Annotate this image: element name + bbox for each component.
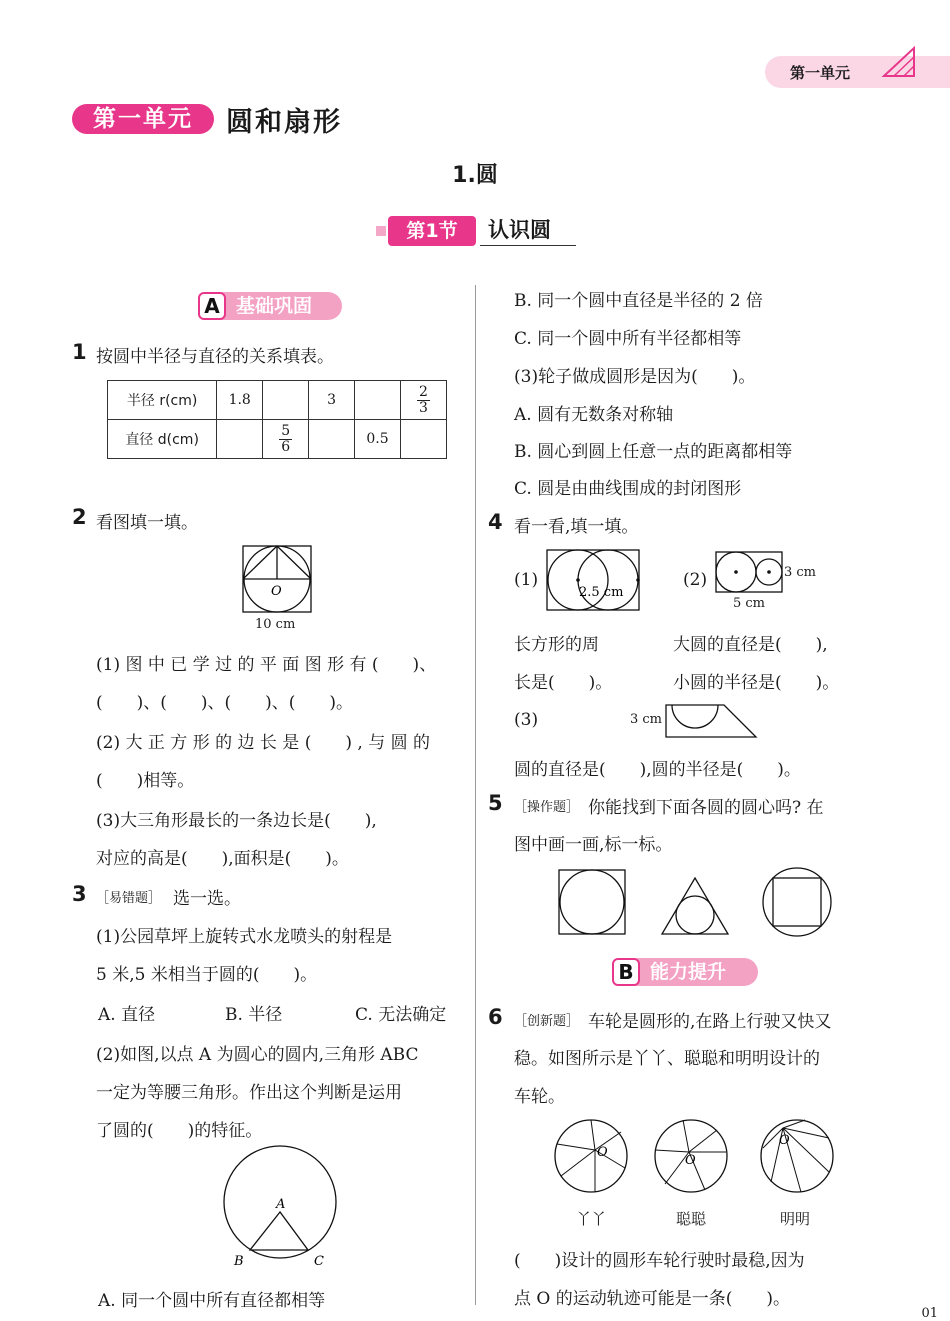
fraction (279, 424, 292, 455)
q4-a1b: 长是( )。 (514, 673, 613, 693)
q3-p2b: 一定为等腰三角形。作出这个判断是运用 (96, 1083, 402, 1103)
table-cell[interactable]: 3 (309, 381, 355, 420)
circle-shape[interactable] (676, 896, 714, 934)
q2-s2b: ( )相等。 (96, 771, 195, 791)
square-shape (773, 878, 821, 926)
band-a-label: 基础巩固 (236, 295, 313, 317)
q4-f2-width: 5 cm (733, 596, 766, 611)
q3-p3-option-c[interactable]: C. 圆是由曲线围成的封闭图形 (514, 479, 742, 499)
fraction (417, 385, 430, 416)
q3-text: 选一选。 (173, 889, 241, 909)
unit-title: 圆和扇形 (226, 107, 342, 138)
q3-p2c: 了圆的( )的特征。 (96, 1121, 263, 1141)
wheel-center-label: O (685, 1153, 696, 1168)
wheel-mingming (761, 1120, 833, 1192)
section-title: 认识圆 (480, 214, 576, 246)
header-unit-label: 第一单元 (790, 64, 851, 82)
table-label: 半径 r(cm) (108, 381, 217, 420)
table-cell[interactable] (263, 420, 309, 459)
fraction-denominator: 6 (281, 438, 291, 455)
fraction-numerator: 2 (419, 383, 428, 400)
q4-a2a: 大圆的直径是( ), (673, 635, 828, 655)
q2-number: 2 (72, 505, 87, 529)
band-b-letter: B (612, 958, 640, 986)
column-divider (475, 285, 476, 1305)
table-row (108, 420, 447, 459)
table-cell[interactable]: 0.5 (355, 420, 401, 459)
q4-number: 4 (488, 510, 503, 534)
table-cell[interactable]: 1.8 (217, 381, 263, 420)
q3-p2a: (2)如图,以点 A 为圆心的圆内,三角形 ABC (96, 1045, 419, 1065)
q5-tag: ［操作题］ (514, 800, 580, 815)
wheel-congcong (655, 1120, 727, 1192)
q2-s3a: (3)大三角形最长的一条边长是( ), (96, 811, 377, 831)
q6-tag: ［创新题］ (514, 1014, 580, 1029)
q4-figure-3 (664, 703, 760, 739)
table-cell[interactable] (309, 420, 355, 459)
q3-p3-option-b[interactable]: B. 圆心到圆上任意一点的距离都相等 (514, 442, 793, 462)
lesson-title: 1.圆 (452, 163, 498, 188)
wheel-center-label: O (597, 1145, 608, 1160)
q4-a3: 圆的直径是( ),圆的半径是( )。 (514, 760, 801, 780)
q6-answer-1: ( )设计的圆形车轮行驶时最稳,因为 (514, 1251, 805, 1271)
circle-shape[interactable] (560, 870, 624, 934)
q4-f2-label: (2) (683, 570, 708, 590)
q3-p2-option-a[interactable]: A. 同一个圆中所有直径都相等 (98, 1291, 326, 1311)
table-cell[interactable] (401, 420, 447, 459)
triangle-ruler-icon (880, 44, 920, 80)
q4-f3-dimension: 3 cm (630, 712, 663, 727)
q1-number: 1 (72, 340, 87, 364)
triangle-abc (250, 1212, 308, 1250)
q3-p1a: (1)公园草坪上旋转式水龙喷头的射程是 (96, 927, 393, 947)
table-cell[interactable] (355, 381, 401, 420)
q3-p2-option-c[interactable]: C. 同一个圆中所有半径都相等 (514, 329, 742, 349)
q2-figure-caption: 10 cm (255, 617, 296, 632)
q3-option-a[interactable]: A. 直径 (98, 1005, 156, 1025)
q4-f3-label: (3) (514, 710, 539, 730)
wheel-yaya (555, 1120, 627, 1192)
page-number: 01 (921, 1306, 938, 1321)
table-cell[interactable] (263, 381, 309, 420)
q1-text: 按圆中半径与直径的关系填表。 (96, 347, 334, 367)
q3-option-c[interactable]: C. 无法确定 (355, 1005, 447, 1025)
dimension-label: 2.5 cm (579, 585, 624, 600)
q6-line3: 车轮。 (514, 1087, 565, 1107)
q3-number: 3 (72, 882, 87, 906)
q5-figures (555, 866, 845, 938)
q5-line1: 你能找到下面各圆的圆心吗? 在 (588, 798, 824, 818)
q6-number: 6 (488, 1005, 503, 1029)
q3-p1b: 5 米,5 米相当于圆的( )。 (96, 965, 318, 985)
q5-number: 5 (488, 791, 503, 815)
q2-s1b: ( )、( )、( )、( )。 (96, 693, 354, 713)
q3-tag: ［易错题］ (96, 891, 162, 906)
q2-text: 看图填一填。 (96, 513, 198, 533)
q2-s2a: (2) 大 正 方 形 的 边 长 是 ( ) , 与 圆 的 (96, 733, 430, 753)
q2-s1a: (1) 图 中 已 学 过 的 平 面 图 形 有 ( )、 (96, 655, 437, 675)
point-c-label: C (314, 1254, 324, 1269)
unit-badge: 第一单元 (72, 104, 214, 134)
wheel-name-mingming: 明明 (780, 1210, 811, 1228)
table-cell[interactable] (217, 420, 263, 459)
wheel-name-congcong: 聪聪 (676, 1210, 707, 1228)
table-row (108, 381, 447, 420)
q4-a1a: 长方形的周 (514, 635, 599, 655)
q4-figure-1 (545, 548, 645, 614)
wheel-center-label: O (779, 1133, 790, 1148)
fraction-denominator: 3 (419, 399, 428, 416)
q6-line1: 车轮是圆形的,在路上行驶又快又 (588, 1012, 832, 1032)
center-label: O (271, 584, 282, 599)
q3-p3-option-a[interactable]: A. 圆有无数条对称轴 (514, 405, 674, 425)
q6-wheels (553, 1118, 843, 1198)
q5-line2: 图中画一画,标一标。 (514, 835, 673, 855)
section-decoration (376, 226, 386, 236)
q3-figure (220, 1138, 340, 1270)
q3-p2-option-b[interactable]: B. 同一个圆中直径是半径的 2 倍 (514, 291, 763, 311)
q6-answer-2: 点 O 的运动轨迹可能是一条( )。 (514, 1289, 791, 1309)
fraction-numerator: 5 (281, 422, 291, 439)
q1-table (107, 380, 447, 459)
point-a-label: A (276, 1197, 286, 1212)
q3-option-b[interactable]: B. 半径 (225, 1005, 283, 1025)
point-b-label: B (234, 1254, 244, 1269)
q4-f2-height: 3 cm (784, 565, 817, 580)
triangle-shape (662, 878, 728, 934)
q6-line2: 稳。如图所示是丫丫、聪聪和明明设计的 (514, 1049, 820, 1069)
table-cell[interactable] (401, 381, 447, 420)
q3-p3: (3)轮子做成圆形是因为( )。 (514, 367, 756, 387)
band-b-label: 能力提升 (650, 961, 727, 983)
q4-f1-label: (1) (514, 570, 539, 590)
q4-figure-2 (714, 550, 784, 596)
q4-text: 看一看,填一填。 (514, 517, 639, 537)
q4-a2b: 小圆的半径是( )。 (673, 673, 840, 693)
table-label: 直径 d(cm) (108, 420, 217, 459)
band-a-letter: A (198, 292, 226, 320)
section-badge: 第1节 (388, 216, 476, 246)
q2-s3b: 对应的高是( ),面积是( )。 (96, 849, 349, 869)
wheel-name-yaya: 丫丫 (576, 1210, 607, 1228)
q2-figure (240, 543, 316, 615)
